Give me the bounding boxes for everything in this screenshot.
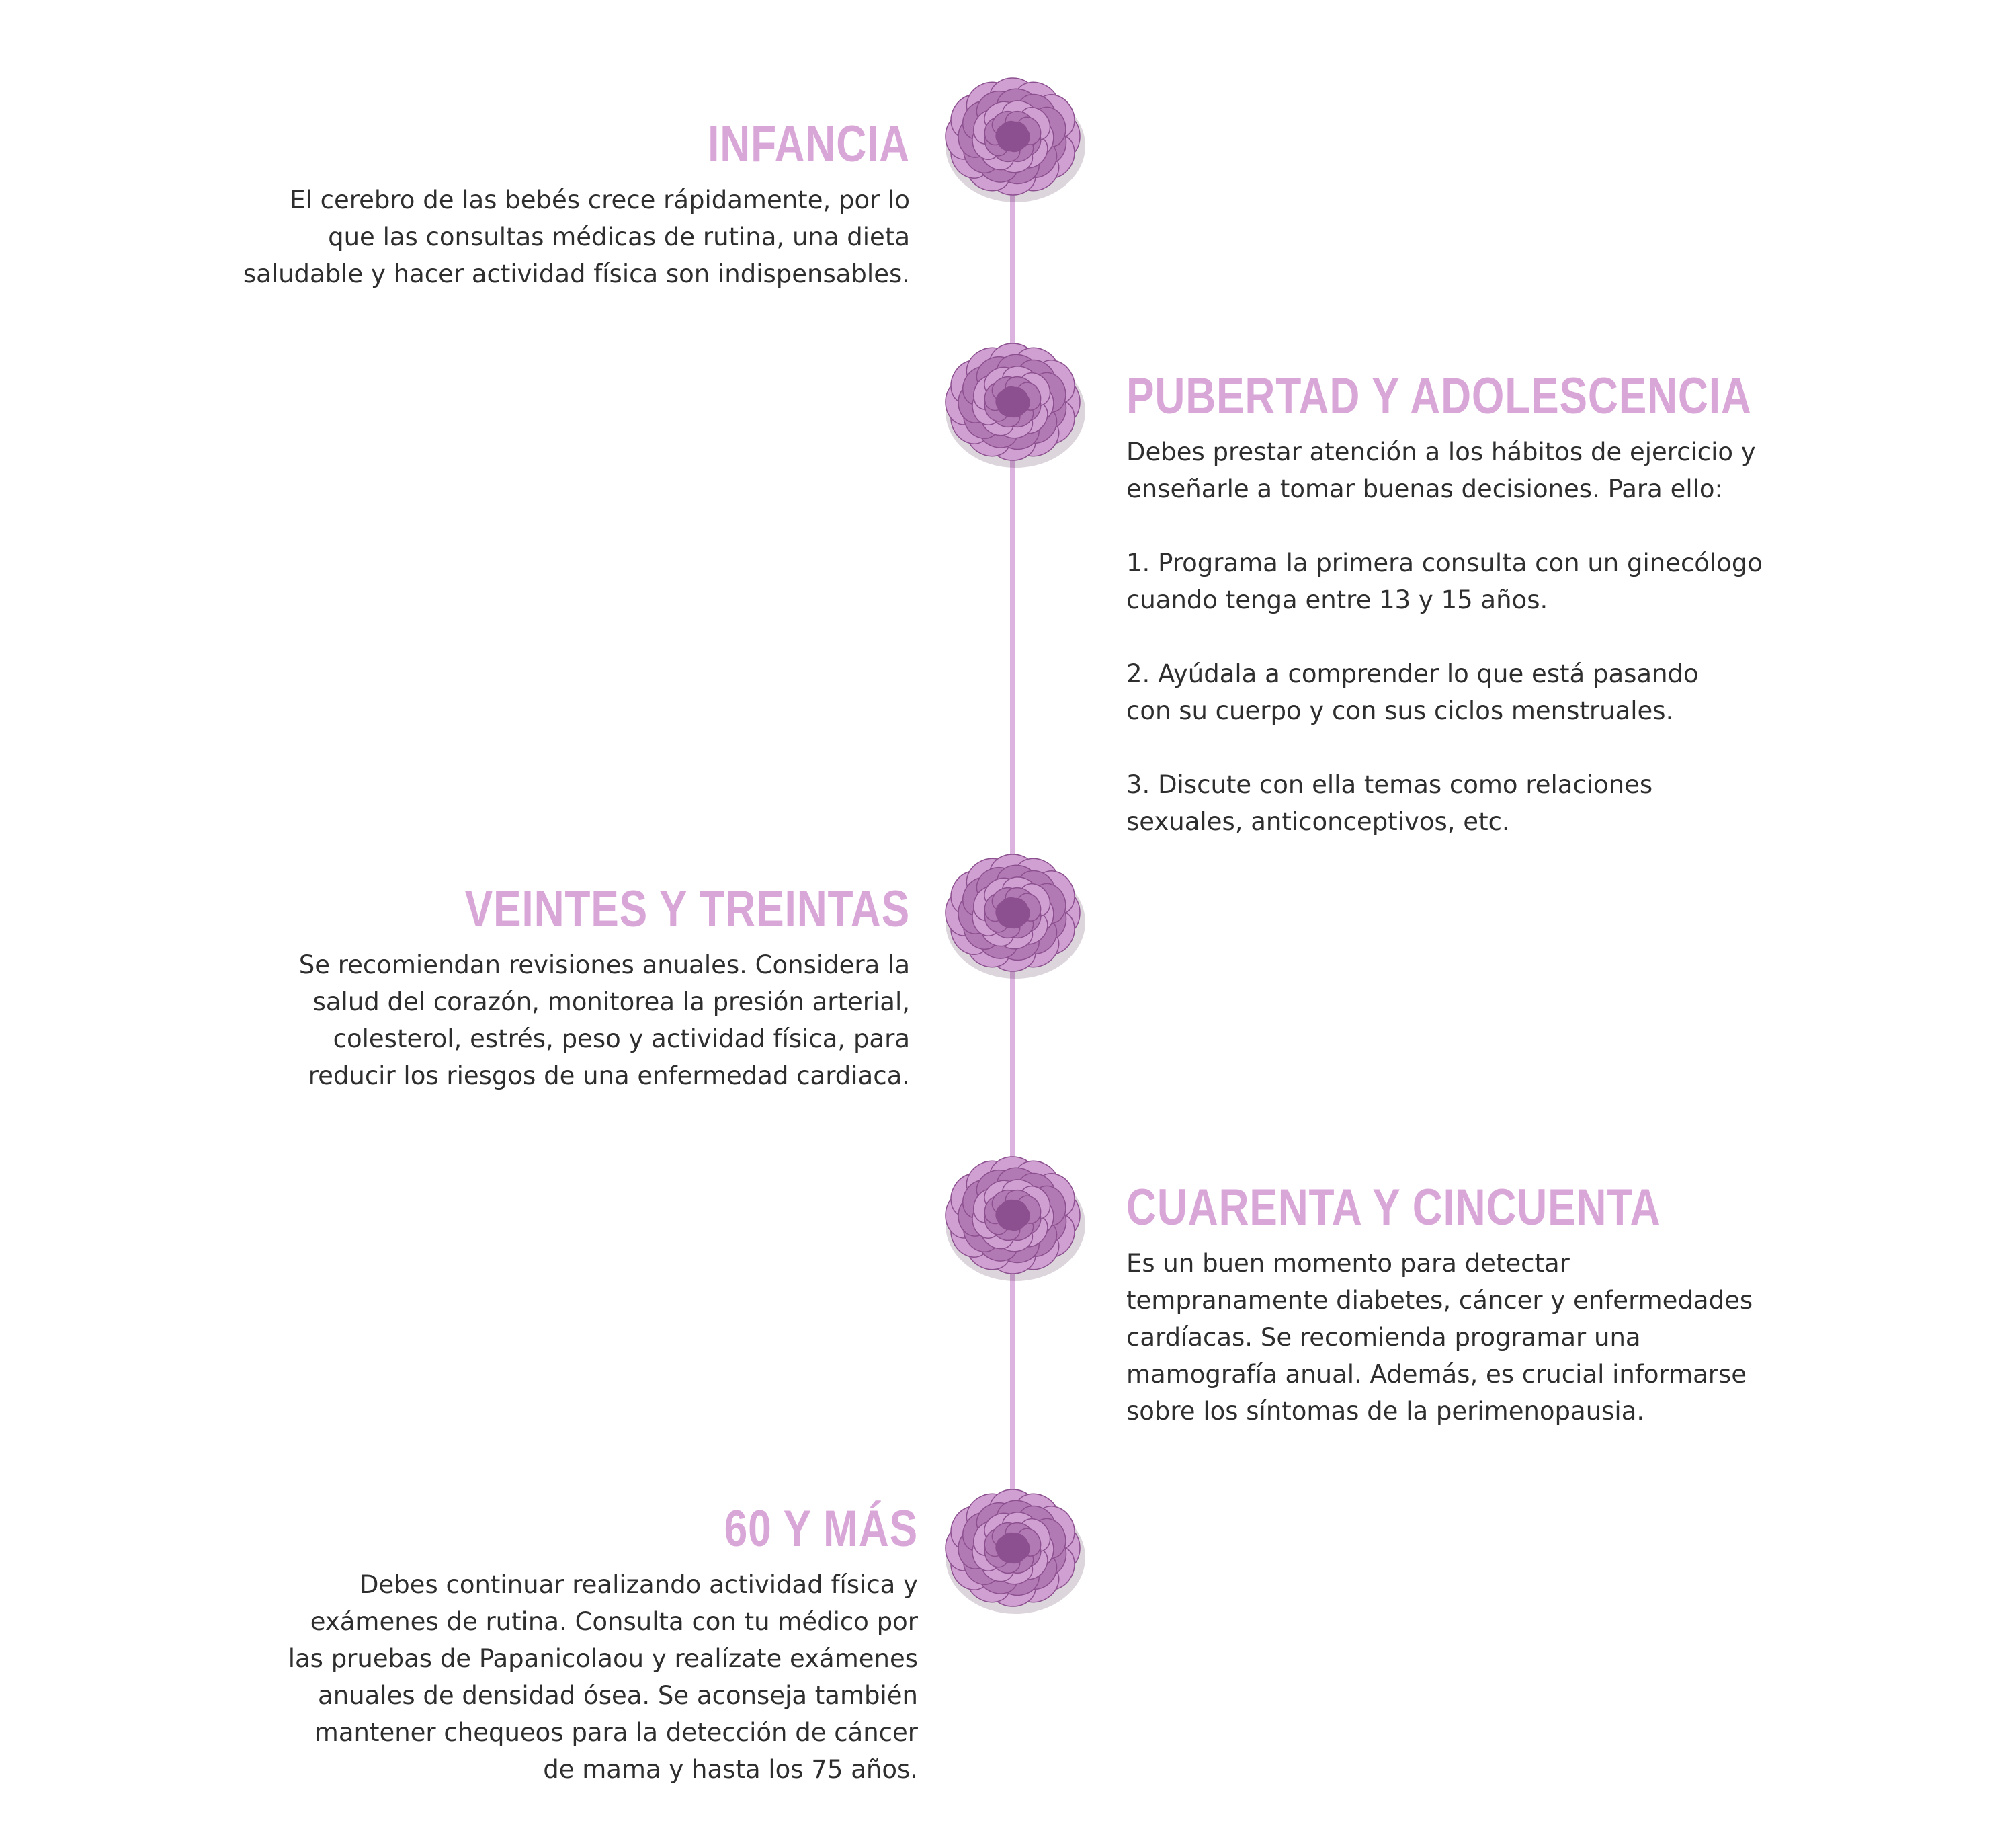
stage-title: VEINTES Y TREINTAS [464,881,910,938]
stage-title: CUARENTA Y CINCUENTA [1126,1179,1661,1236]
stage-description: Debes prestar atención a los hábitos de ejercicio y enseñarle a tomar buenas decisiones. Para ello: 1. Programa la primera consulta con un ginecólogo cuando tenga entre 13 y 15 años. 2. Ayúdala a comprender lo que está pasando con su cuerpo y con sus ciclos menstruales. 3. Discute con ella temas como relaciones sexuales, anticonceptivos, etc. [1126,438,1763,836]
stage-description: Se recomiendan revisiones anuales. Considera la salud del corazón, monitorea la presión arterial, colesterol, estrés, peso y actividad física, para reducir los riesgos de una enfermedad cardiaca. [298,950,910,1090]
stage-veintes [238,879,910,1094]
stage-description: Es un buen momento para detectar tempranamente diabetes, cáncer y enfermedades cardíacas. Se recomienda programar una mamografía anual. Además, es crucial informarse sobre los síntomas de la perimenopausia. [1126,1249,1753,1426]
stage-cuarenta [1126,1178,1798,1430]
flower-icon [935,840,1090,988]
flower-icon [935,1475,1090,1623]
stage-sesenta [246,1499,918,1788]
flower-icon [935,1143,1090,1291]
stage-pubertad [1126,366,1798,840]
stage-description: Debes continuar realizando actividad física y exámenes de rutina. Consulta con tu médico por las pruebas de Papanicolaou y realízate exámenes anuales de densidad ósea. Se aconseja también mantener chequeos para la detección de cáncer de mama y hasta los 75 años. [288,1570,918,1784]
stage-title: 60 Y MÁS [724,1500,918,1557]
stage-infancia [238,114,910,292]
flower-icon [935,329,1090,477]
stage-title: INFANCIA [708,116,910,173]
stage-title: PUBERTAD Y ADOLESCENCIA [1126,368,1752,425]
stage-description: El cerebro de las bebés crece rápidamente, por lo que las consultas médicas de rutina, una dieta saludable y hacer actividad física son indispensables. [243,186,910,288]
flower-icon [935,64,1090,212]
